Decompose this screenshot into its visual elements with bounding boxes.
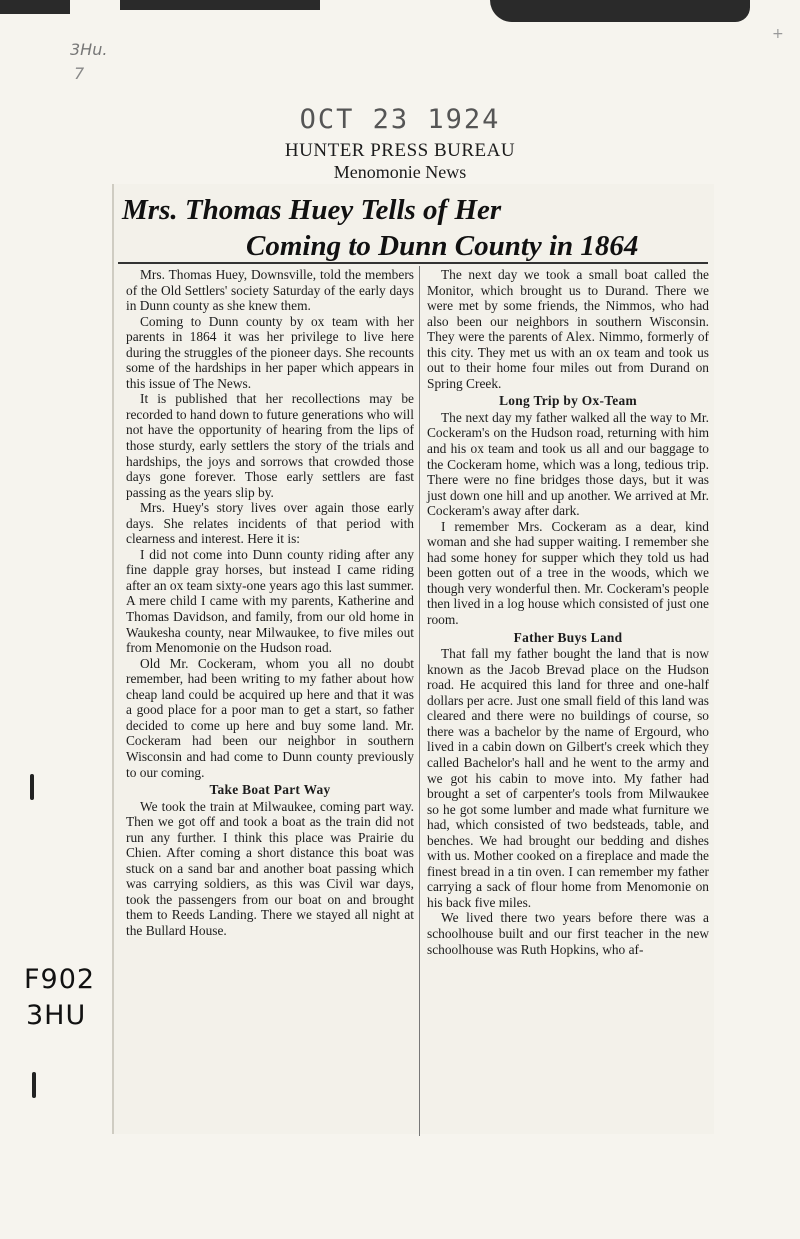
section-subhead: Take Boat Part Way <box>209 782 331 798</box>
article-paragraph: Coming to Dunn county by ox team with her parents in 1864 it was her privilege to live here during the struggles of the pioneer days. She recounts some of the hardships in her paper which appears in this issue of The News. <box>126 313 414 391</box>
article-paragraph: Old Mr. Cockeram, whom you all no doubt remember, had been writing to my father about how cheap land could be acquired up here and that it was a good place for a poor man to get a start, so father decided to come up here and buy some land. Mr. Cockeram had been our neighbor in southern Wisconsin and had come to Dunn county previously to our coming. <box>126 655 414 780</box>
article-paragraph: I remember Mrs. Cockeram as a dear, kind woman and she had supper waiting. I remember she had some honey for supper which they told us had been gotten out of a tree in the woods, which we though very wonderful then. Mr. Cockeram's people then lived in a log house which consisted of just one room. <box>427 518 709 628</box>
article-headline <box>118 192 718 264</box>
article-paragraph: We lived there two years before there was a schoolhouse built and our first teacher in the new schoolhouse was Ruth Hopkins, who af- <box>427 910 709 957</box>
article-paragraph: The next day my father walked all the way to Mr. Cockeram's on the Hudson road, returning with him and his ox team and took us all and our baggage to the Cockeram home, which was a long, tedious trip. There were no fine bridges those days, but it was just down one hill and up another. We arrived at Mr. Cockeram's away after dark. <box>427 409 709 519</box>
newspaper-name: Menomonie News <box>333 162 467 182</box>
scan-shadow <box>0 0 70 14</box>
article-paragraph: Mrs. Thomas Huey, Downsville, told the members of the Old Settlers' society Saturday of the early days in Dunn county as she knew them. <box>126 267 414 314</box>
bureau-name: HUNTER PRESS BUREAU <box>284 140 516 161</box>
ink-mark <box>30 774 34 800</box>
date-stamp: OCT 23 1924 <box>299 104 501 135</box>
section-subhead: Father Buys Land <box>513 629 623 645</box>
pencil-note-top-left-2: 7 <box>74 64 85 83</box>
scan-shadow <box>120 0 320 10</box>
article-column-right <box>427 267 709 957</box>
column-divider <box>419 266 420 1136</box>
headline-rule <box>118 262 708 264</box>
headline-line-2: Coming to Dunn County in 1864 <box>246 230 639 262</box>
article-column-left <box>126 267 414 939</box>
margin-note-line-1: F902 <box>24 964 96 995</box>
scan-top-edge <box>0 0 800 26</box>
article-paragraph: The next day we took a small boat called the Monitor, which brought us to Durand. There we were met by some friends, the Nimmos, who had also been our neighbors in southern Wisconsin. They were the parents of Alex. Nimmo, formerly of this city. They met us with an ox team and took us out to their home four miles out from Durand on Spring Creek. <box>427 267 709 391</box>
article-paragraph: I did not come into Dunn county riding after any fine dapple gray horses, but instead I came riding after an ox team sixty-one years ago this last summer. A mere child I came with my parents, Katherine and Thomas Davidson, and family, from our old home in Waukesha county, near Milwaukee, to five miles out from Menomonie on the Hudson road. <box>126 546 414 656</box>
article-paragraph: It is published that her recollections may be recorded to hand down to future generations who will not have the opportunity of hearing from the lips of those sturdy, early settlers the story of the trials and hardships, the joys and sorrows that crowded those days gone forever. Those early settlers are fast passing as the years slip by. <box>126 391 414 500</box>
section-subhead: Long Trip by Ox-Team <box>499 393 637 409</box>
pencil-note-top-right: + <box>772 26 784 42</box>
article-paragraph: We took the train at Milwaukee, coming part way. Then we got off and took a boat as the train did not run any further. I think this place was Prairie du Chien. After coming a short distance this boat was stuck on a sand bar and another boat passing which was carrying soldiers, as this was Civil war days, took the passengers from our boat on and brought them to Reeds Landing. There we stayed all night at the Bullard House. <box>126 798 414 938</box>
headline-line-1: Mrs. Thomas Huey Tells of Her <box>122 194 502 226</box>
article-paragraph: Mrs. Huey's story lives over again those early days. She relates incidents of that period with clearness and interest. Here it is: <box>126 500 414 547</box>
margin-note-line-2: 3HU <box>26 1000 87 1031</box>
scan-shadow <box>490 0 750 22</box>
pencil-note-top-left: 3Hu. <box>70 40 108 59</box>
article-paragraph: That fall my father bought the land that is now known as the Jacob Brevad place on the Hudson road. He acquired this land for three and one-half dollars per acre. Just one small field of this land was cleared and there were no buildings of course, so there was a bachelor by the name of Ergourd, who lived in a cabin down on Gilbert's creek which they called Bachelor's hall and he went to the army and we got his cabin to move into. My father had brought a set of carpenter's tools from Milwaukee so he got some lumber and made what furniture we had, which consisted of two bedsteads, table, and benches. We had brought our bedding and dishes with us. Mother cooked on a fireplace and made the finest bread in a tin oven. I can remember my father carrying a sack of flour home from Menomonie on his back five miles. <box>427 646 709 910</box>
ink-mark <box>32 1072 36 1098</box>
